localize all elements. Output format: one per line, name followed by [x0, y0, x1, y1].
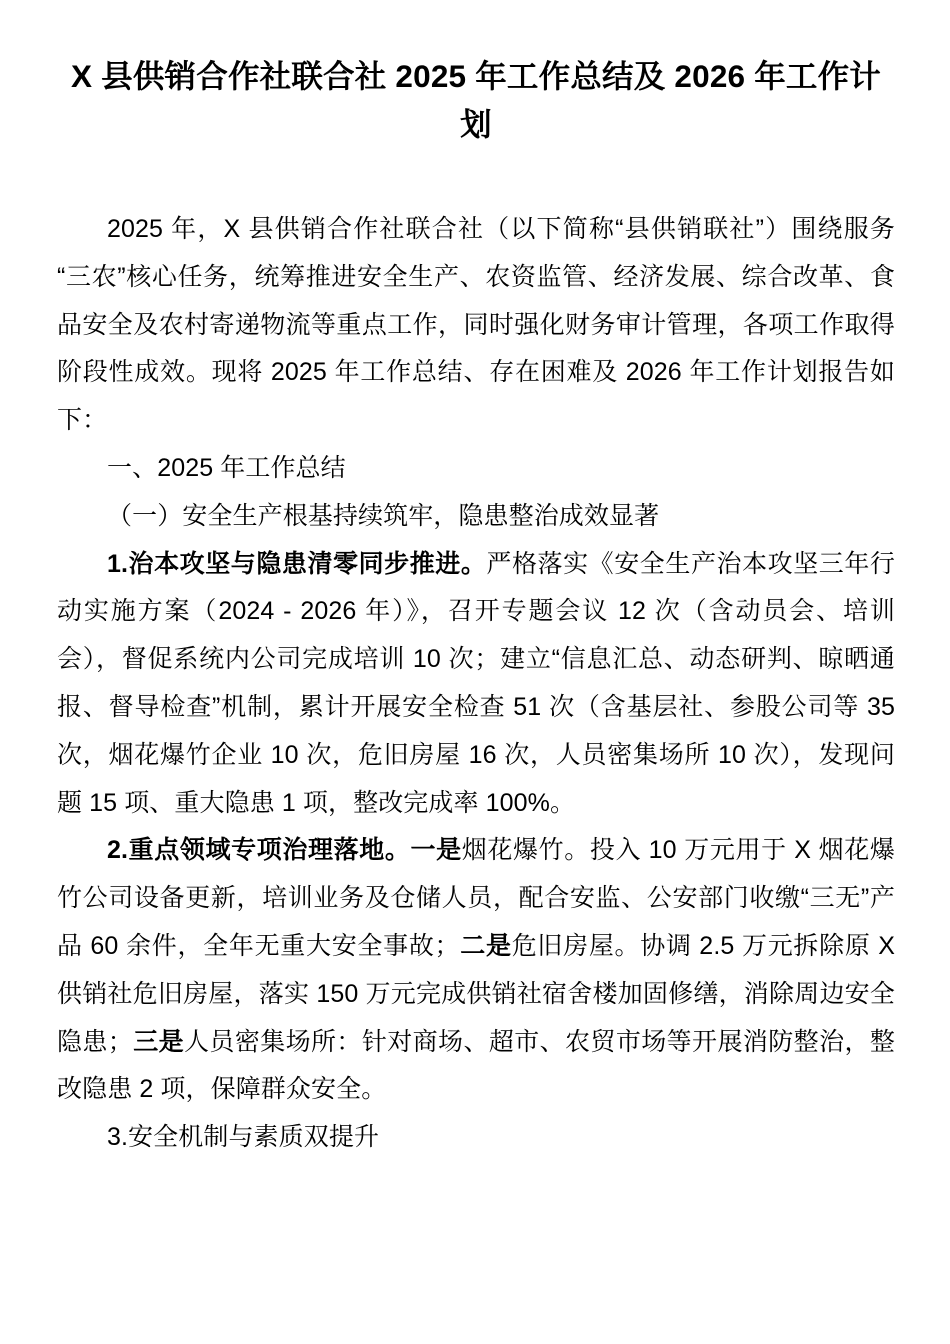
paragraph-intro: 2025 年，X 县供销合作社联合社（以下简称“县供销联社”）围绕服务“三农”核心任务，统筹推进安全生产、农资监管、经济发展、综合改革、食品安全及农村寄递物流等重点工作，同时强化财务审计管理，各项工作取得阶段性成效。现将 2025 年工作总结、存在困难及 2026 年工作计划报告如下：	[57, 215, 895, 435]
item-1-bold-lead: 1.治本攻坚与隐患清零同步推进。	[107, 549, 487, 578]
text-segment-1: 烟花爆竹。投入 10 万元用于 X 烟花爆竹公司设备更新，培训业务及仓储人员，配合安监、公安部门收缴“三无”产品 60 余件，全年无重大安全事故；	[57, 836, 895, 960]
paragraph-item-3: 3.安全机制与素质双提升	[107, 1123, 380, 1152]
text-segment-3: 危旧房屋。协调 2.5 万元拆除原 X 供销社危旧房屋，落实 150 万元完成供销社宿舍楼加固修缮，消除周边安全隐患；	[57, 931, 895, 1056]
paragraph-item-2	[57, 827, 895, 1114]
text-segment-0: 一是	[410, 836, 462, 865]
item-2-bold-lead: 2.重点领域专项治理落地。	[107, 836, 411, 865]
title-spacer	[57, 148, 895, 206]
paragraph-item-1	[57, 541, 895, 828]
heading-subsection-1-1: （一）安全生产根基持续筑牢，隐患整治成效显著	[107, 501, 660, 530]
item-1-text: 严格落实《安全生产治本攻坚三年行动实施方案（2024 - 2026 年）》，召开专题会议 12 次（含动员会、培训会），督促系统内公司完成培训 10 次；建立“信息汇总、动态研判、晾晒通报、督导检查”机制，累计开展安全检查 51 次（含基层社、参股公司等 35 次，烟花爆竹企业 10 次，危旧房屋 16 次，人员密集场所 10 次），发现问题 15 项、重大隐患 1 项，整改完成率 100%。	[57, 549, 895, 817]
text-segment-4: 三是	[132, 1027, 185, 1056]
item-2-segments	[57, 836, 895, 1103]
page-title: X 县供销合作社联合社 2025 年工作总结及 2026 年工作计划	[70, 58, 882, 142]
heading-section-1: 一、2025 年工作总结	[107, 453, 346, 482]
text-segment-5: 人员密集场所：针对商场、超市、农贸市场等开展消防整治，整改隐患 2 项，保障群众安全。	[57, 1027, 895, 1104]
text-segment-2: 二是	[459, 931, 512, 960]
document-body	[57, 52, 895, 1162]
